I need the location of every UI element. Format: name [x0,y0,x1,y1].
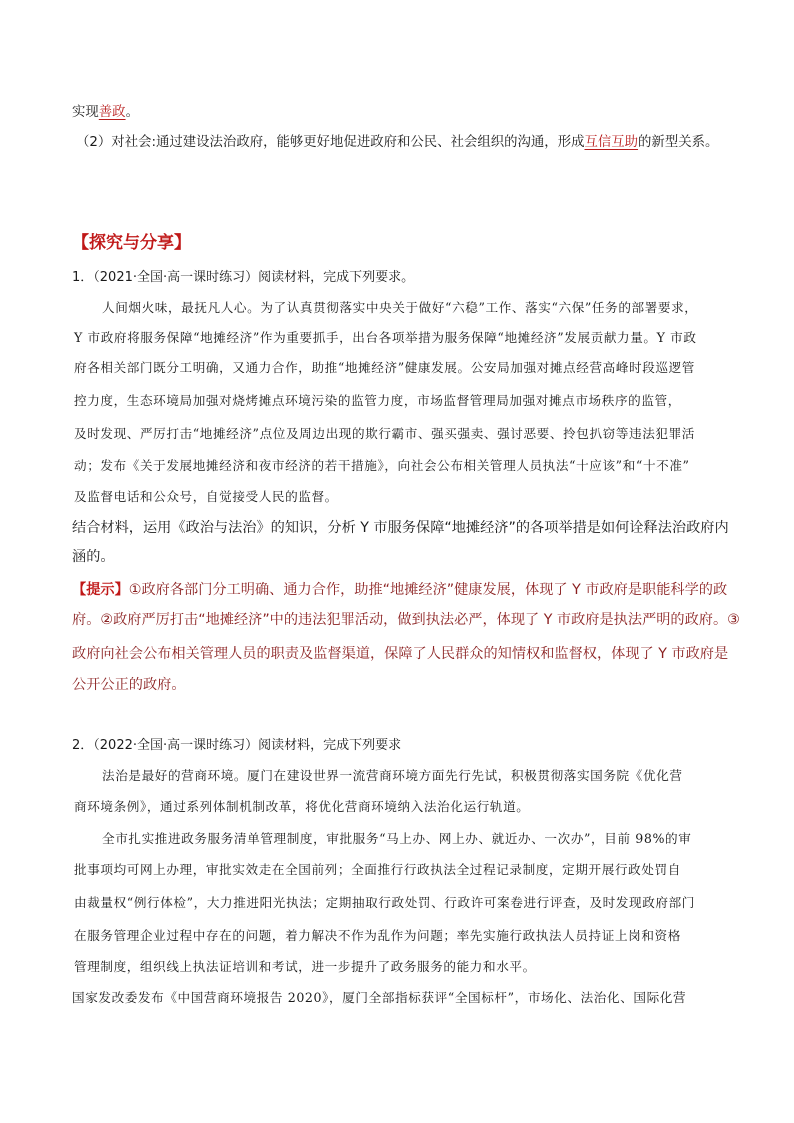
q1-material-line: 人间烟火味，最抚凡人心。为了认真贯彻落实中央关于做好“六稳”工作、落实“六保”任务的部署要求， [102,300,698,315]
q2-material-line: 在服务管理企业过程中存在的问题，着力解决不作为乱作为问题；率先实施行政执法人员持证上岗和资格 [74,928,681,943]
q2-material-line: 商环境条例》，通过系列体制机制改革，将优化营商环境纳入法治化运行轨道。 [74,799,530,814]
q2-material-line: 由裁量权“例行体检”，大力推进阳光执法；定期抽取行政处罚、行政许可案卷进行评查，及时发现政府部门 [74,895,695,910]
continuation-line-2 [76,133,736,153]
text-prefix: 实现 [72,105,99,120]
q2-material-line: 全市扎实推进政务服务清单管理制度，审批服务“马上办、网上办、就近办、一次办”，目前 98%的审 [102,831,692,846]
q2-material-line: 管理制度，组织线上执法证培训和考试，进一步提升了政务服务的能力和水平。 [74,959,536,974]
hint-label: 【提示】 [72,582,129,598]
q2-material-line: 批事项均可网上办理，审批实效走在全国前列；全面推行行政执法全过程记录制度，定期开展行政处罚自 [74,862,681,877]
q2-material-line: 法治是最好的营商环境。厦门在建设世界一流营商环境方面先行先试，积极贯彻落实国务院《优化营 [102,768,683,783]
q1-material-line: 动；发布《关于发展地摊经济和夜市经济的若干措施》，向社会公布相关管理人员执法“十应该”和“十不准” [74,458,690,473]
q2-material-line: 国家发改委发布《中国营商环境报告 2020》，厦门全部指标获评“全国标杆”，市场化、法治化、国际化营 [72,990,687,1005]
continuation-line-1 [72,103,732,123]
q1-material-line: 及监督电话和公众号，自觉接受人民的监督。 [74,489,338,504]
q1-question-line: 结合材料，运用《政治与法治》的知识，分析 Y 市服务保障“地摊经济”的各项举措是如何诠释法治政府内 [72,520,729,536]
q1-hint-line: 政府向社会公布相关管理人员的职责及监督渠道，保障了人民群众的知情权和监督权，体现了 Y 市政府是 [72,646,729,662]
q1-material-line: 及时发现、严厉打击“地摊经济”点位及周边出现的欺行霸市、强买强卖、强讨恶要、拎包扒窃等违法犯罪活 [74,426,695,441]
question-2-heading: 2．（2022·全国·高一课时练习）阅读材料，完成下列要求 [72,738,402,753]
q1-hint-line: 公开公正的政府。 [72,677,186,693]
text-suffix: 。 [125,105,139,120]
section-title: 【探究与分享】 [72,233,191,253]
q1-question-line: 涵的。 [72,549,115,565]
q1-material-line: Y 市政府将服务保障“地摊经济”作为重要抓手，出台各项举措为服务保障“地摊经济”发展贡献力量。Y 市政 [74,330,697,345]
keyword-link[interactable]: 互信互助 [584,135,639,150]
text-suffix: 的新型关系。 [638,135,719,150]
q1-material-line: 控力度，生态环境局加强对烧烤摊点环境污染的监管力度，市场监督管理局加强对摊点市场秩序的监管， [74,393,681,408]
hint-text: ①政府各部门分工明确、通力合作，助推“地摊经济”健康发展，体现了 Y 市政府是职能科学的政 [128,582,728,598]
text-prefix: （2）对社会:通过建设法治政府，能够更好地促进政府和公民、社会组织的沟通，形成 [76,135,585,150]
q1-material-line: 府各相关部门既分工明确，又通力合作，助推“地摊经济”健康发展。公安局加强对摊点经营高峰时段巡逻管 [74,360,695,375]
q1-hint-line [72,580,732,600]
q1-hint-line: 府。②政府严厉打击“地摊经济”中的违法犯罪活动，做到执法必严，体现了 Y 市政府是执法严明的政府。③ [72,612,740,628]
keyword-link[interactable]: 善政 [98,105,126,120]
question-1-heading: 1．（2021·全国·高一课时练习）阅读材料，完成下列要求。 [72,270,415,285]
